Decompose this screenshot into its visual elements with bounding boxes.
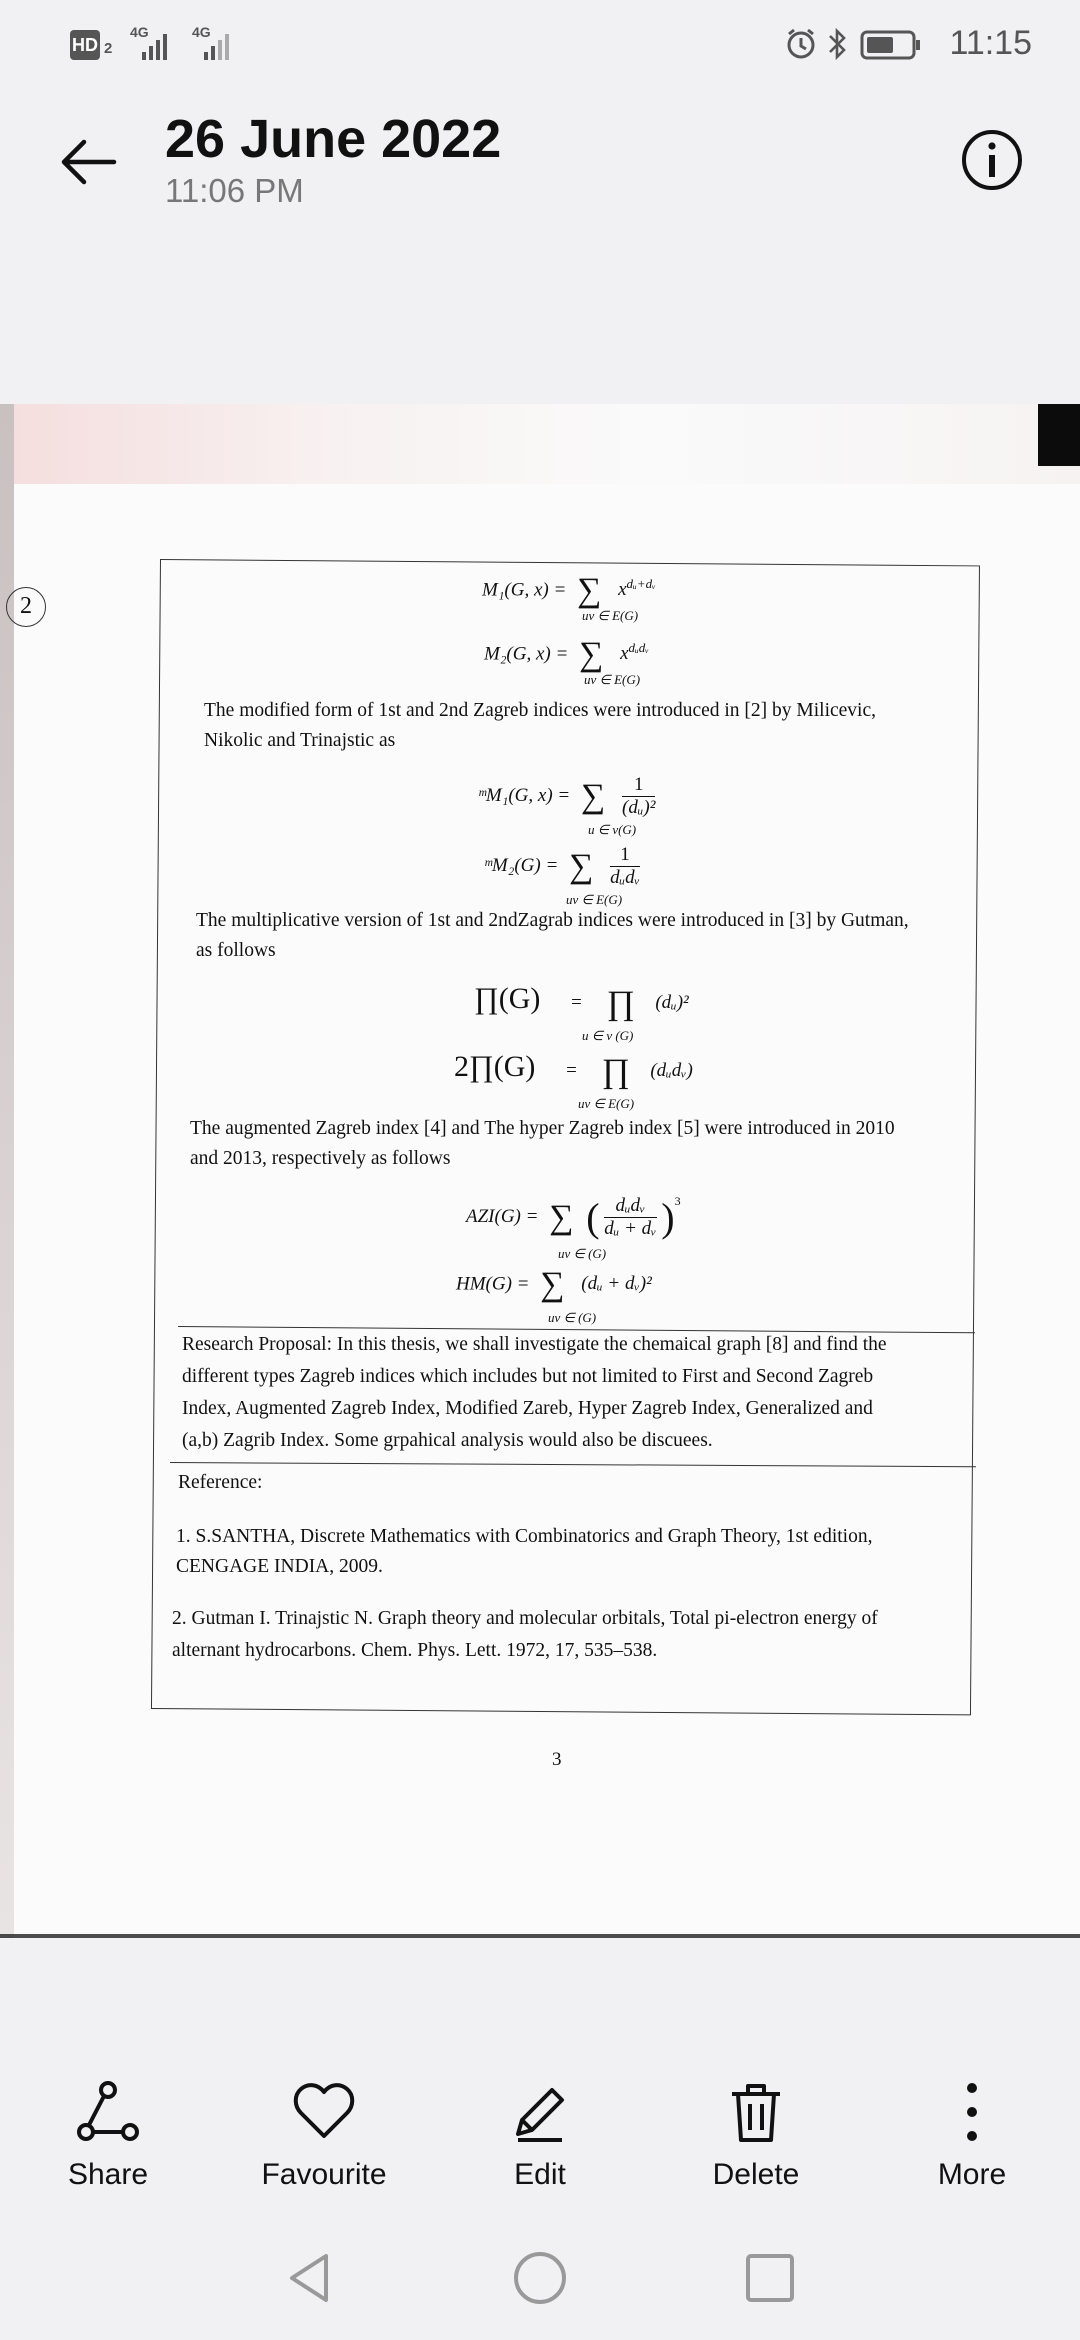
share-button[interactable] bbox=[28, 2080, 188, 2192]
hd-voice-badge: HD bbox=[70, 30, 100, 60]
equation-prod1: ∏(G) = ∏ (dᵤ)² u ∈ v (G) bbox=[474, 982, 689, 1043]
equation-prod2: 2∏(G) = ∏ (dᵤdᵥ) uv ∈ E(G) bbox=[454, 1050, 693, 1111]
heart-icon bbox=[292, 2080, 356, 2144]
equation-hm: HM(G) = ∑ (dᵤ + dᵥ)² uv ∈ (G) bbox=[456, 1266, 652, 1325]
reference-2-line-2: alternant hydrocarbons. Chem. Phys. Lett. 1972, 17, 535–538. bbox=[172, 1640, 658, 1661]
paragraph-multiplicative-2: as follows bbox=[196, 940, 276, 961]
equation-mm2: ᵐM₂(G) = ∑ 1 dᵤdᵥ uv ∈ E(G) bbox=[484, 844, 640, 907]
document-photo[interactable] bbox=[0, 404, 1080, 1938]
more-label: More bbox=[937, 2158, 1007, 2191]
equation-m2: M₂(G, x) = ∑ $x^{dᵤdᵥ}$ uv ∈ E(G) bbox=[484, 636, 649, 687]
research-proposal-line-3: Index, Augmented Zagreb Index, Modified Zareb, Hyper Zagreb Index, Generalized and bbox=[182, 1398, 873, 1419]
nav-back-icon[interactable] bbox=[284, 2250, 334, 2306]
photo-date-title: 26 June 2022 bbox=[165, 109, 502, 169]
reference-2-line-1: 2. Gutman I. Trinajstic N. Graph theory and molecular orbitals, Total pi-electron energy of bbox=[172, 1608, 878, 1629]
trash-icon bbox=[724, 2080, 788, 2144]
delete-label: Delete bbox=[712, 2158, 800, 2191]
delete-button[interactable] bbox=[676, 2080, 836, 2192]
nav-home-icon[interactable] bbox=[512, 2250, 568, 2306]
signal-strength-icon: 4G bbox=[128, 26, 188, 62]
share-label: Share bbox=[67, 2158, 149, 2191]
more-vertical-icon bbox=[940, 2080, 1004, 2144]
margin-page-mark: 2 bbox=[6, 587, 46, 627]
paragraph-modified-zagreb-2: Nikolic and Trinajstic as bbox=[204, 730, 396, 751]
document-page bbox=[0, 404, 1080, 1938]
sim-slot-label: 2 bbox=[104, 40, 113, 57]
section-divider bbox=[170, 1462, 976, 1467]
status-bar bbox=[0, 0, 1080, 92]
info-icon[interactable] bbox=[960, 128, 1024, 192]
favourite-button[interactable] bbox=[244, 2080, 404, 2192]
photo-time-subtitle: 11:06 PM bbox=[165, 172, 304, 209]
paragraph-modified-zagreb-1: The modified form of 1st and 2nd Zagreb indices were introduced in [2] by Milicevic, bbox=[204, 700, 877, 721]
equation-mm1: ᵐM₁(G, x) = ∑ $\frac{1}{\text{(dᵤ)²}}$ u ∈ v(G) bbox=[478, 774, 656, 837]
more-button[interactable] bbox=[892, 2080, 1052, 2192]
paragraph-augmented-1: The augmented Zagreb index [4] and The hyper Zagreb index [5] were introduced in 2010 bbox=[190, 1118, 895, 1139]
signal-strength-icon: 4G bbox=[190, 26, 250, 62]
reference-1-line-2: CENGAGE INDIA, 2009. bbox=[176, 1556, 383, 1577]
research-proposal-line-2: different types Zagreb indices which includes but not limited to First and Second Zagreb bbox=[182, 1366, 874, 1387]
research-proposal-line-4: (a,b) Zagrib Index. Some grpahical analysis would also be discuees. bbox=[182, 1430, 713, 1451]
paragraph-multiplicative-1: The multiplicative version of 1st and 2ndZagrab indices were introduced in [3] by Gutman, bbox=[196, 910, 909, 931]
edit-label: Edit bbox=[514, 2158, 566, 2191]
bluetooth-icon bbox=[826, 26, 848, 62]
page-number: 3 bbox=[552, 1749, 562, 1770]
pencil-icon bbox=[508, 2080, 572, 2144]
paragraph-augmented-2: and 2013, respectively as follows bbox=[190, 1148, 451, 1169]
edit-button[interactable] bbox=[460, 2080, 620, 2192]
bottom-action-bar bbox=[0, 2080, 1080, 2230]
research-proposal-line-1: Research Proposal: In this thesis, we shall investigate the chemaical graph [8] and find the bbox=[182, 1334, 887, 1355]
equation-m1: M₁(G, x) = ∑ $x^{dᵤ+dᵥ}$ uv ∈ E(G) bbox=[482, 572, 656, 623]
reference-1-line-1: 1. S.SANTHA, Discrete Mathematics with Combinatorics and Graph Theory, 1st edition, bbox=[176, 1526, 873, 1547]
back-arrow-icon[interactable] bbox=[56, 130, 120, 194]
nav-recents-icon[interactable] bbox=[742, 2250, 798, 2306]
status-time: 11:15 bbox=[949, 24, 1032, 62]
equation-azi: AZI(G) = ∑ ( dᵤdᵥ dᵤ + dᵥ )$^3$ uv ∈ (G) bbox=[466, 1194, 681, 1261]
battery-icon bbox=[860, 26, 922, 62]
reference-heading: Reference: bbox=[178, 1472, 263, 1493]
share-icon bbox=[76, 2080, 140, 2144]
alarm-icon bbox=[784, 26, 818, 62]
favourite-label: Favourite bbox=[261, 2158, 387, 2191]
